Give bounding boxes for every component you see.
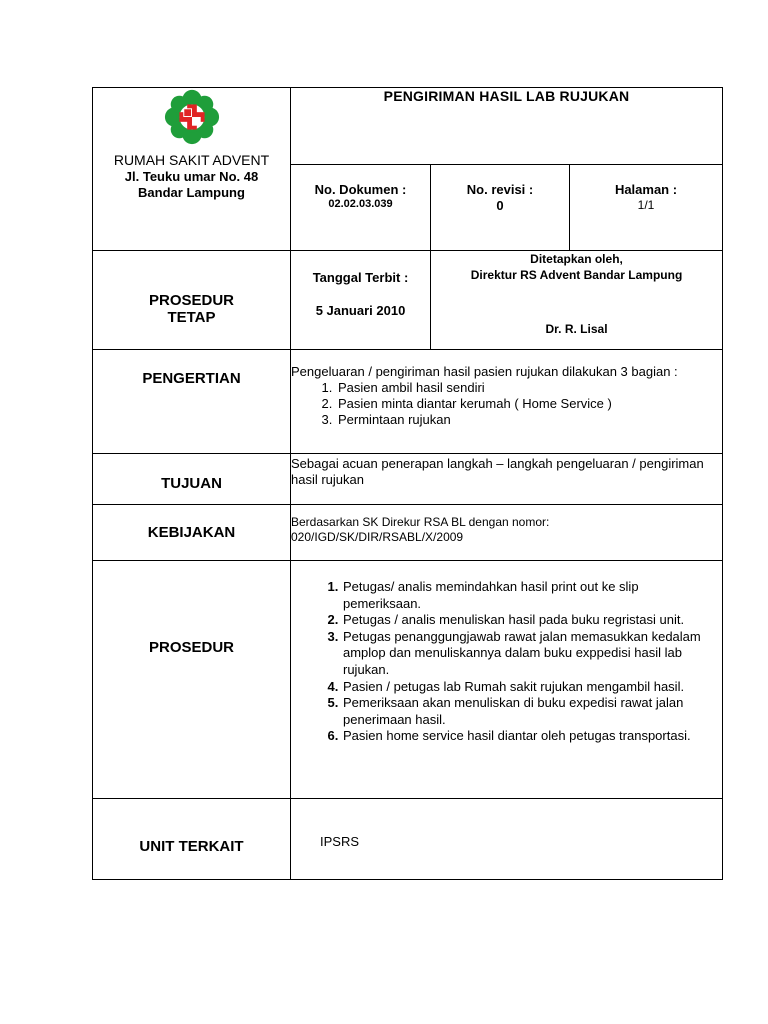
kebijakan-heading: KEBIJAKAN (93, 505, 291, 561)
prosedur-steps (291, 579, 716, 745)
list-item: 5. Pemeriksaan akan menuliskan di buku expedisi rawat jalan penerimaan hasil. (342, 695, 716, 728)
doc-type-line1: PROSEDUR (148, 292, 234, 309)
issue-date-cell (291, 251, 431, 350)
pengertian-heading: PENGERTIAN (93, 350, 291, 454)
tujuan-heading: TUJUAN (93, 454, 291, 505)
approver-title: Direktur RS Advent Bandar Lampung (470, 268, 683, 282)
revision-label: No. revisi : (466, 182, 534, 197)
doc-type-cell (93, 251, 291, 350)
list-item: 2. Pasien minta diantar kerumah ( Home Service ) (336, 396, 722, 412)
prosedur-content (291, 561, 723, 799)
list-item: 6. Pasien home service hasil diantar oleh petugas transportasi. (342, 728, 716, 745)
approved-by-label: Ditetapkan oleh, (530, 252, 623, 266)
doc-number-label: No. Dokumen : (314, 182, 407, 197)
list-item: 4. Pasien / petugas lab Rumah sakit rujukan mengambil hasil. (342, 679, 716, 696)
hospital-name: RUMAH SAKIT ADVENT (113, 152, 270, 168)
issue-date-label: Tanggal Terbit : (312, 270, 409, 285)
unit-heading: UNIT TERKAIT (93, 799, 291, 880)
prosedur-heading: PROSEDUR (93, 561, 291, 799)
document-title: PENGIRIMAN HASIL LAB RUJUKAN (291, 88, 723, 165)
hospital-identity-cell (93, 88, 291, 251)
doc-number-value: 02.02.03.039 (328, 198, 393, 210)
sop-document-table (92, 87, 723, 880)
tujuan-text: Sebagai acuan penerapan langkah – langkah pengeluaran / pengiriman hasil rujukan (291, 454, 723, 505)
doc-type-line2: TETAP (167, 309, 216, 326)
approval-cell (431, 251, 723, 350)
page-cell (570, 165, 723, 251)
hospital-logo-icon (163, 88, 221, 146)
issue-date-value: 5 Januari 2010 (315, 303, 406, 318)
pengertian-content (291, 350, 723, 454)
page-label: Halaman : (614, 182, 678, 197)
pengertian-intro: Pengeluaran / pengiriman hasil pasien rujukan dilakukan 3 bagian : (291, 364, 678, 379)
list-item: 2. Petugas / analis menuliskan hasil pada buku regristasi unit. (342, 612, 716, 629)
pengertian-list (291, 380, 722, 428)
revision-cell (431, 165, 570, 251)
approver-name: Dr. R. Lisal (545, 322, 608, 336)
doc-number-cell (291, 165, 431, 251)
list-item: 1. Petugas/ analis memindahkan hasil print out ke slip pemeriksaan. (342, 579, 716, 612)
page-value: 1/1 (637, 198, 655, 212)
list-item: 1. Pasien ambil hasil sendiri (336, 380, 722, 396)
kebijakan-line2: 020/IGD/SK/DIR/RSABL/X/2009 (291, 530, 464, 544)
revision-value: 0 (496, 198, 504, 213)
list-item: 3. Permintaan rujukan (336, 412, 722, 428)
kebijakan-line1: Berdasarkan SK Direkur RSA BL dengan nomor: (291, 515, 550, 529)
hospital-city: Bandar Lampung (138, 185, 245, 200)
list-item: 3. Petugas penanggungjawab rawat jalan memasukkan kedalam amplop dan menuliskannya dalam buku exppedisi hasil lab rujukan. (342, 629, 716, 679)
kebijakan-content (291, 505, 723, 561)
hospital-address: Jl. Teuku umar No. 48 (124, 169, 259, 184)
unit-value: IPSRS (291, 799, 723, 880)
